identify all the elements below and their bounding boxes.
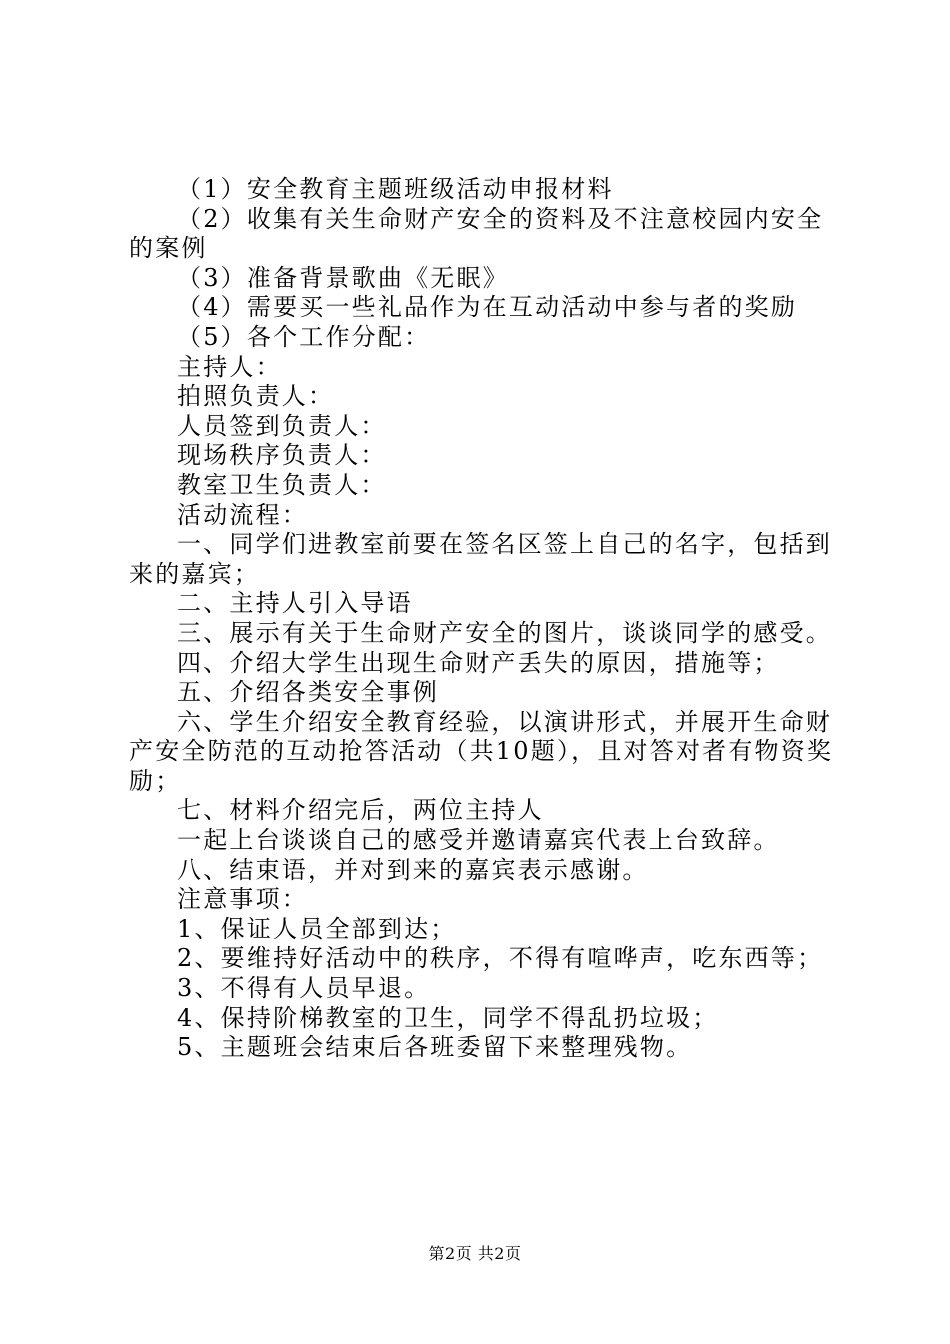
paragraph-prep-4: （4）需要买一些礼品作为在互动活动中参与者的奖励 bbox=[177, 293, 798, 322]
paragraph-note-2: 2、要维持好活动中的秩序，不得有喧哗声，吃东西等； bbox=[177, 944, 824, 973]
paragraph-note-4: 4、保持阶梯教室的卫生，同学不得乱扔垃圾； bbox=[177, 1003, 719, 1032]
paragraph-prep-1: （1）安全教育主题班级活动申报材料 bbox=[177, 175, 614, 203]
paragraph-hygiene-lead: 教室卫生负责人： bbox=[177, 470, 387, 499]
paragraph-order-lead: 现场秩序负责人： bbox=[177, 441, 387, 470]
paragraph-step-7-cont: 一起上台谈谈自己的感受并邀请嘉宾代表上台致辞。 bbox=[177, 826, 780, 855]
paragraph-step-1: 一、同学们进教室前要在签名区签上自己的名字，包括到来的嘉宾； bbox=[129, 530, 832, 588]
paragraph-prep-2: （2）收集有关生命财产安全的资料及不注意校园内安全的案例 bbox=[129, 204, 824, 263]
paragraph-photo-lead: 拍照负责人： bbox=[177, 382, 335, 411]
paragraph-prep-3: （3）准备背景歌曲《无眠》 bbox=[177, 263, 509, 292]
paragraph-prep-5: （5）各个工作分配： bbox=[177, 322, 431, 351]
paragraph-note-3: 3、不得有人员早退。 bbox=[177, 974, 431, 1003]
paragraph-step-2: 二、主持人引入导语 bbox=[177, 589, 413, 618]
paragraph-step-5: 五、介绍各类安全事例 bbox=[177, 678, 439, 707]
paragraph-host: 主持人： bbox=[177, 352, 282, 381]
paragraph-note-5: 5、主题班会结束后各班委留下来整理残物。 bbox=[177, 1033, 693, 1062]
document-body bbox=[129, 175, 834, 1063]
paragraph-process-heading: 活动流程： bbox=[177, 500, 308, 529]
paragraph-note-1: 1、保证人员全部到达； bbox=[177, 914, 457, 943]
paragraph-step-7: 七、材料介绍完后，两位主持人 bbox=[177, 796, 544, 825]
paragraph-signin-lead: 人员签到负责人： bbox=[177, 411, 387, 440]
paragraph-step-4: 四、介绍大学生出现生命财产丢失的原因，措施等； bbox=[177, 648, 780, 677]
paragraph-notes-heading: 注意事项： bbox=[177, 885, 308, 914]
page-number-footer: 第2页 共2页 bbox=[428, 1244, 522, 1263]
paragraph-step-8: 八、结束语，并对到来的嘉宾表示感谢。 bbox=[177, 855, 649, 884]
paragraph-step-6: 六、学生介绍安全教育经验，以演讲形式，并展开生命财产安全防范的互动抢答活动（共10题），且对答对者有物资奖励； bbox=[129, 707, 834, 795]
paragraph-step-3: 三、展示有关于生命财产安全的图片，谈谈同学的感受。 bbox=[177, 618, 832, 647]
